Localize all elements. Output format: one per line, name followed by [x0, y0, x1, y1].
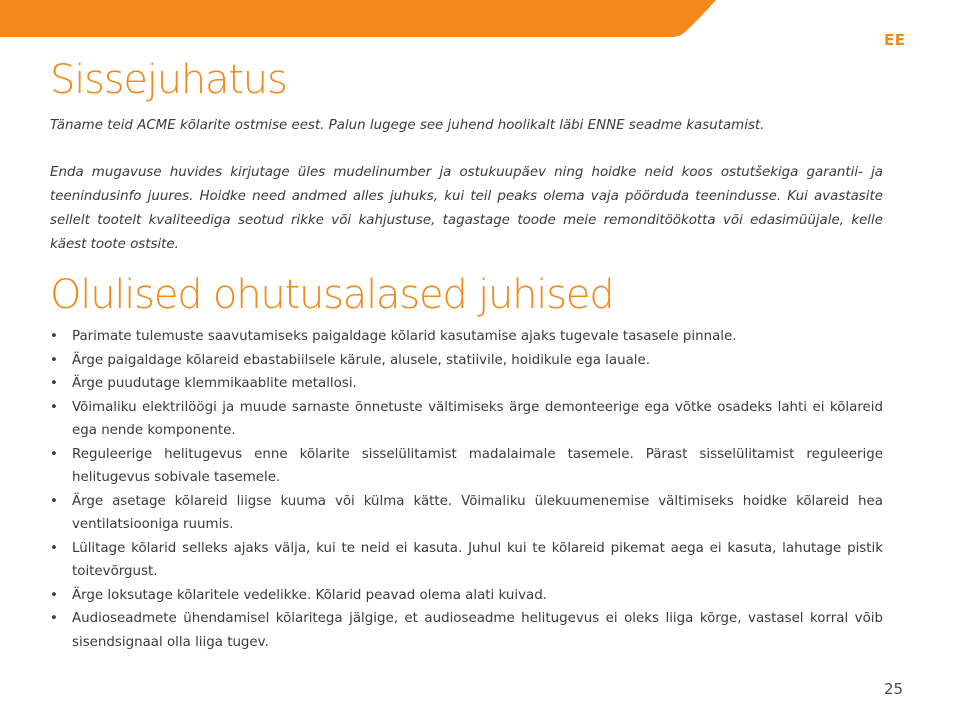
- safety-item-text: Ärge paigaldage kõlareid ebastabiilsele kärule, alusele, statiivile, hoidikule ega lauale.: [72, 352, 650, 368]
- safety-item: [50, 443, 883, 490]
- safety-item-text: Parimate tulemuste saavutamiseks paigaldage kõlarid kasutamise ajaks tugevale tasasele pinnale.: [72, 329, 737, 344]
- language-code: EE: [884, 31, 906, 49]
- bullet-icon: •: [50, 446, 58, 462]
- safety-item: [50, 396, 883, 443]
- safety-list: [50, 325, 883, 654]
- page-number: 25: [884, 680, 904, 698]
- intro-heading: Sissejuhatus: [50, 57, 287, 103]
- safety-item: [50, 349, 883, 373]
- safety-item-text: Ärge puudutage klemmikaablite metallosi.: [72, 376, 357, 391]
- bullet-icon: •: [50, 540, 58, 556]
- bullet-icon: •: [50, 587, 58, 603]
- safety-item: [50, 584, 883, 608]
- intro-section: [50, 114, 883, 257]
- safety-item-text: Lülitage kõlarid selleks ajaks välja, kui te neid ei kasuta. Juhul kui te kõlareid pikemat aega ei kasuta, lahutage pistik toitevõrgust.: [72, 540, 883, 579]
- intro-paragraph-1: Täname teid ACME kõlarite ostmise eest. Palun lugege see juhend hoolikalt läbi ENNE seadme kasutamist.: [50, 118, 765, 133]
- safety-item: [50, 325, 883, 349]
- bullet-icon: •: [50, 399, 58, 415]
- bullet-icon: •: [50, 493, 58, 509]
- safety-item: [50, 372, 883, 396]
- bullet-icon: •: [50, 376, 58, 391]
- header-band: [0, 0, 954, 40]
- safety-item-text: Võimaliku elektrilöögi ja muude sarnaste õnnetuste vältimiseks ärge demonteerige ega võtke osadeks lahti ei kõlareid ega nende komponente.: [72, 399, 883, 438]
- page-content: [50, 52, 883, 654]
- bullet-icon: •: [50, 352, 58, 368]
- safety-item-text: Audioseadmete ühendamisel kõlaritega jälgige, et audioseadme helitugevus ei oleks liiga kõrge, vastasel korral võib sisendsignaal olla liiga tugev.: [72, 611, 883, 650]
- safety-heading: Olulised ohutusalased juhised: [50, 272, 614, 318]
- safety-item-text: Ärge asetage kõlareid liigse kuuma või külma kätte. Võimaliku ülekuumenemise vältimiseks hoidke kõlareid hea ventilatsiooniga ruumis.: [72, 493, 883, 532]
- safety-item-text: Reguleerige helitugevus enne kõlarite sisselülitamist madalaimale tasemele. Pärast sisselülitamist reguleerige helitugevus sobivale tasemele.: [72, 446, 883, 485]
- bullet-icon: •: [50, 611, 58, 626]
- intro-paragraph-2: Enda mugavuse huvides kirjutage üles mudelinumber ja ostukuupäev ning hoidke neid koos ostutšekiga garantii- ja teenindusinfo juures. Hoidke need andmed alles juhuks, kui teil peaks olema vaja pöörduda teenindusse. Kui avastasite sellelt tootelt kvaliteediga seotud rikke või kahjustuse, tagastage toode meie remonditöökotta või edasimüüjale, kelle käest toote ostsite.: [50, 165, 883, 252]
- safety-item: [50, 490, 883, 537]
- safety-item: [50, 607, 883, 654]
- safety-item: [50, 537, 883, 584]
- safety-item-text: Ärge loksutage kõlaritele vedelikke. Kõlarid peavad olema alati kuivad.: [72, 587, 547, 603]
- bullet-icon: •: [50, 329, 58, 344]
